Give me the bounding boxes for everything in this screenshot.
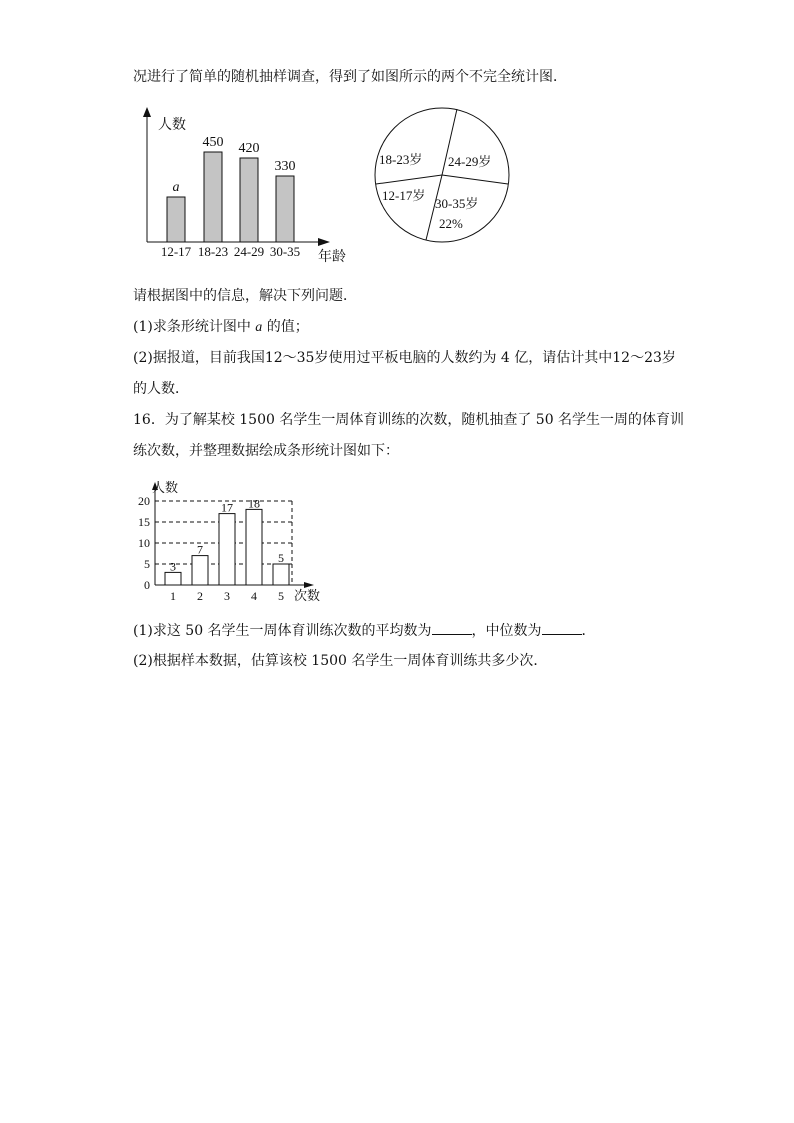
variable-a: a [255, 320, 263, 335]
mean-answer-blank[interactable] [432, 621, 472, 635]
y-axis-label: 人数 [152, 480, 179, 495]
question-2-line-1: (2)据报道，目前我国12～35岁使用过平板电脑的人数约为 4 亿，请估计其中12～23岁 [133, 350, 676, 366]
question-2-line-2: 的人数． [133, 381, 189, 397]
x-tick-label: 1 [170, 589, 176, 603]
bar-value-label: 7 [197, 542, 203, 557]
bar-value-label: a [172, 180, 180, 195]
x-tick-label: 12-17 [160, 244, 192, 259]
bar-value-label: 420 [238, 141, 260, 156]
age-bar-chart [130, 105, 360, 265]
question-intro: 请根据图中的信息，解决下列问题． [133, 288, 357, 304]
problem-16-question-2: (2)根据样本数据，估算该校 1500 名学生一周体育训练共多少次． [133, 653, 548, 669]
pie-value-30-35: 22% [439, 216, 463, 231]
intro-text: 况进行了简单的随机抽样调查，得到了如图所示的两个不完全统计图． [133, 69, 567, 85]
y-axis-arrow [143, 107, 151, 117]
y-tick-label: 15 [138, 515, 150, 529]
bar-30-35 [276, 176, 294, 242]
y-tick-label: 20 [138, 494, 150, 508]
x-tick-label: 24-29 [233, 244, 265, 259]
x-axis-label: 次数 [294, 588, 321, 603]
bar-value-label: 5 [278, 551, 284, 565]
bar-value-label: 3 [170, 559, 176, 574]
bar-3 [219, 514, 235, 585]
y-axis-label: 人数 [158, 118, 186, 133]
question-1-text-a: (1)求这 50 名学生一周体育训练次数的平均数为 [133, 623, 432, 639]
bar-value-label: 330 [274, 159, 296, 174]
pie-label-30-35: 30-35岁 [435, 196, 479, 211]
pie-label-24-29: 24-29岁 [448, 154, 492, 169]
y-tick-label: 5 [144, 557, 150, 571]
x-tick-label: 5 [278, 589, 284, 603]
training-bar-chart [130, 478, 330, 608]
bar-4 [246, 509, 262, 585]
x-tick-label: 4 [251, 589, 257, 603]
pie-label-12-17: 12-17岁 [382, 188, 426, 203]
question-1 [133, 318, 309, 337]
pie-label-18-23: 18-23岁 [379, 152, 423, 167]
bar-value-label: 450 [202, 135, 224, 150]
problem-16-line-1: 16．为了解某校 1500 名学生一周体育训练的次数，随机抽查了 50 名学生一周的体育训 [133, 412, 685, 428]
x-tick-label: 3 [224, 589, 230, 603]
bar-24-29 [240, 158, 258, 242]
bar-2 [192, 556, 208, 585]
x-tick-label: 30-35 [269, 244, 301, 259]
bar-12-17 [167, 197, 185, 242]
y-tick-label: 10 [138, 536, 150, 550]
bar-5 [273, 564, 289, 585]
question-1-prefix: (1)求条形统计图中 [133, 319, 256, 335]
question-1-suffix: 的值； [262, 319, 309, 335]
bar-1 [165, 572, 181, 585]
problem-16-line-2: 练次数，并整理数据绘成条形统计图如下： [133, 443, 399, 459]
x-axis-arrow [318, 238, 330, 246]
x-axis-label: 年龄 [318, 250, 346, 265]
median-answer-blank[interactable] [542, 621, 582, 635]
bar-value-label: 17 [221, 500, 233, 515]
age-pie-chart [370, 104, 520, 254]
question-1-text-c: ． [581, 623, 596, 639]
question-1-text-b: ，中位数为 [471, 623, 542, 639]
problem-16-question-1 [133, 621, 596, 640]
y-tick-label: 0 [144, 578, 150, 592]
x-tick-label: 18-23 [197, 244, 229, 259]
x-tick-label: 2 [197, 589, 203, 603]
bar-value-label: 18 [248, 496, 260, 511]
bar-18-23 [204, 152, 222, 242]
